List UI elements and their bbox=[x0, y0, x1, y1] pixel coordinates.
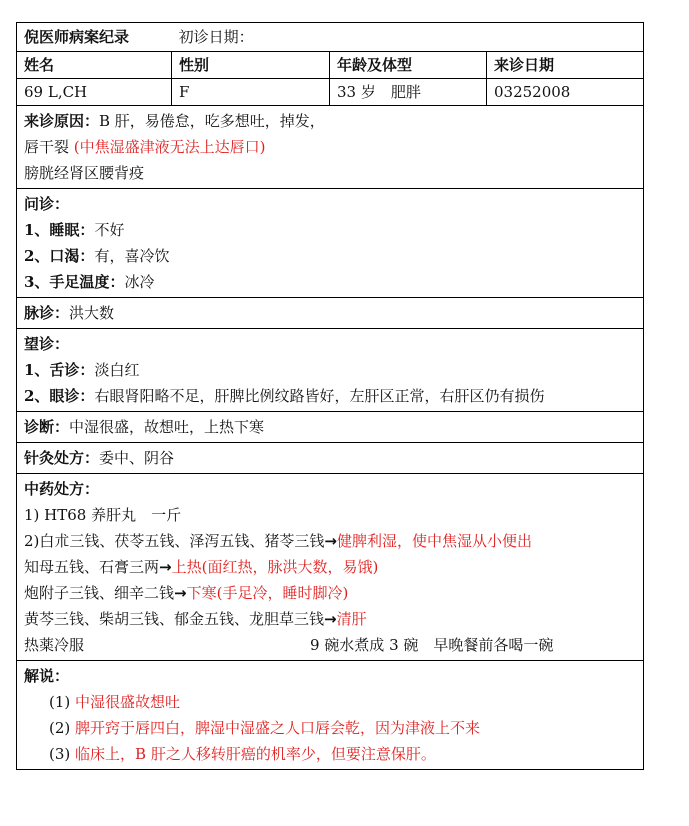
explanation-num: (3) bbox=[49, 745, 71, 763]
inquiry-section bbox=[17, 189, 643, 298]
inquiry-item-value: 不好 bbox=[94, 221, 125, 239]
value-gender: F bbox=[172, 79, 330, 105]
formula-herbs: 炮附子三钱、细辛二钱 bbox=[24, 584, 175, 602]
patient-header-row bbox=[17, 52, 643, 79]
reason-label: 来诊原因： bbox=[24, 112, 100, 130]
explanation-text: 中湿很盛故想吐 bbox=[75, 693, 181, 711]
header-visit-date: 来诊日期 bbox=[494, 56, 555, 74]
explanation-num: (2) bbox=[49, 719, 71, 737]
formula-herbs: 知母五钱、石膏三两 bbox=[24, 558, 160, 576]
patient-value-row bbox=[17, 79, 643, 106]
value-visit-date: 03252008 bbox=[494, 83, 571, 101]
diagnosis-label: 诊断： bbox=[24, 418, 70, 436]
dosage-left: 热薬冷服 bbox=[24, 636, 85, 654]
inquiry-item bbox=[24, 269, 636, 295]
formula-effect: 上热(面红热，脉洪大数，易饿) bbox=[171, 558, 379, 576]
reason-section bbox=[17, 106, 643, 189]
observation-section bbox=[17, 329, 643, 412]
inquiry-label: 问诊： bbox=[24, 195, 70, 213]
formula-herbs: 黄芩三钱、柴胡三钱、郁金五钱、龙胆草三钱 bbox=[24, 610, 325, 628]
acupuncture-section bbox=[17, 443, 643, 474]
formula-effect: 下寒(手足冷，睡时脚冷) bbox=[186, 584, 349, 602]
explanation-section bbox=[17, 661, 643, 769]
pulse-section bbox=[17, 298, 643, 329]
dosage-right: 9 碗水煮成 3 碗 早晚餐前各喝一碗 bbox=[310, 636, 554, 654]
acupuncture-value: 委中、阴谷 bbox=[99, 449, 175, 467]
pulse-value: 洪大数 bbox=[69, 304, 115, 322]
formula-line bbox=[24, 528, 636, 554]
inquiry-item-value: 有，喜冷饮 bbox=[94, 247, 170, 265]
inquiry-item-value: 冰冷 bbox=[124, 273, 155, 291]
record-title: 倪医师病案纪录 bbox=[24, 28, 130, 46]
right-arrow-icon: → bbox=[324, 610, 337, 628]
pulse-label: 脉诊： bbox=[24, 304, 70, 322]
observation-item-label: 1、舌诊： bbox=[24, 361, 95, 379]
herbal-label: 中药处方： bbox=[24, 480, 100, 498]
observation-label: 望诊： bbox=[24, 335, 70, 353]
explanation-item bbox=[24, 715, 636, 741]
formula-effect: 清肝 bbox=[336, 610, 367, 628]
inquiry-item-label: 1、睡眠： bbox=[24, 221, 95, 239]
inquiry-item bbox=[24, 243, 636, 269]
inquiry-item bbox=[24, 217, 636, 243]
formula-herbs: 2)白朮三钱、茯苓五钱、泽泻五钱、猪苓三钱 bbox=[24, 532, 325, 550]
formula-line bbox=[24, 554, 636, 580]
header-gender: 性别 bbox=[172, 52, 330, 78]
explanation-item bbox=[24, 741, 636, 767]
record-header-row bbox=[17, 23, 643, 52]
value-age-build: 33 岁 肥胖 bbox=[330, 79, 487, 105]
observation-item-value: 右眼肾阳略不足，肝脾比例纹路皆好，左肝区正常，右肝区仍有损伤 bbox=[94, 387, 545, 405]
explanation-label: 解说： bbox=[24, 667, 70, 685]
reason-line3: 膀胱经肾区腰背疫 bbox=[24, 164, 145, 182]
explanation-text: 临床上，B 肝之人移转肝癌的机率少，但要注意保肝。 bbox=[75, 745, 436, 763]
first-visit-date-label: 初诊日期： bbox=[178, 28, 254, 46]
reason-line2-note: (中焦湿盛津液无法上达唇口) bbox=[73, 138, 266, 156]
value-name: 69 L,CH bbox=[17, 79, 172, 105]
herbal-section bbox=[17, 474, 643, 661]
dosage-line bbox=[24, 632, 636, 658]
medical-record-table bbox=[16, 22, 644, 770]
observation-item-value: 淡白红 bbox=[94, 361, 140, 379]
explanation-text: 脾开窍于唇四白，脾湿中湿盛之人口唇会乾，因为津液上不来 bbox=[75, 719, 481, 737]
reason-text: B 肝，易倦怠，吃多想吐，掉发， bbox=[99, 112, 325, 130]
acupuncture-label: 针灸处方： bbox=[24, 449, 100, 467]
inquiry-item-label: 3、手足温度： bbox=[24, 273, 125, 291]
header-name: 姓名 bbox=[17, 52, 172, 78]
inquiry-item-label: 2、口渴： bbox=[24, 247, 95, 265]
formula-line bbox=[24, 606, 636, 632]
header-age-build: 年龄及体型 bbox=[330, 52, 487, 78]
formula-effect: 健脾利湿，使中焦湿从小便出 bbox=[336, 532, 532, 550]
observation-item bbox=[24, 357, 636, 383]
observation-item bbox=[24, 383, 636, 409]
observation-item-label: 2、眼诊： bbox=[24, 387, 95, 405]
herbal-line1: 1) HT68 养肝丸 一斤 bbox=[24, 506, 182, 524]
right-arrow-icon: → bbox=[174, 584, 187, 602]
diagnosis-section bbox=[17, 412, 643, 443]
right-arrow-icon: → bbox=[159, 558, 172, 576]
diagnosis-value: 中湿很盛，故想吐，上热下寒 bbox=[69, 418, 265, 436]
reason-line2: 唇干裂 bbox=[24, 138, 70, 156]
formula-line bbox=[24, 580, 636, 606]
explanation-num: (1) bbox=[49, 693, 71, 711]
explanation-item bbox=[24, 689, 636, 715]
right-arrow-icon: → bbox=[324, 532, 337, 550]
